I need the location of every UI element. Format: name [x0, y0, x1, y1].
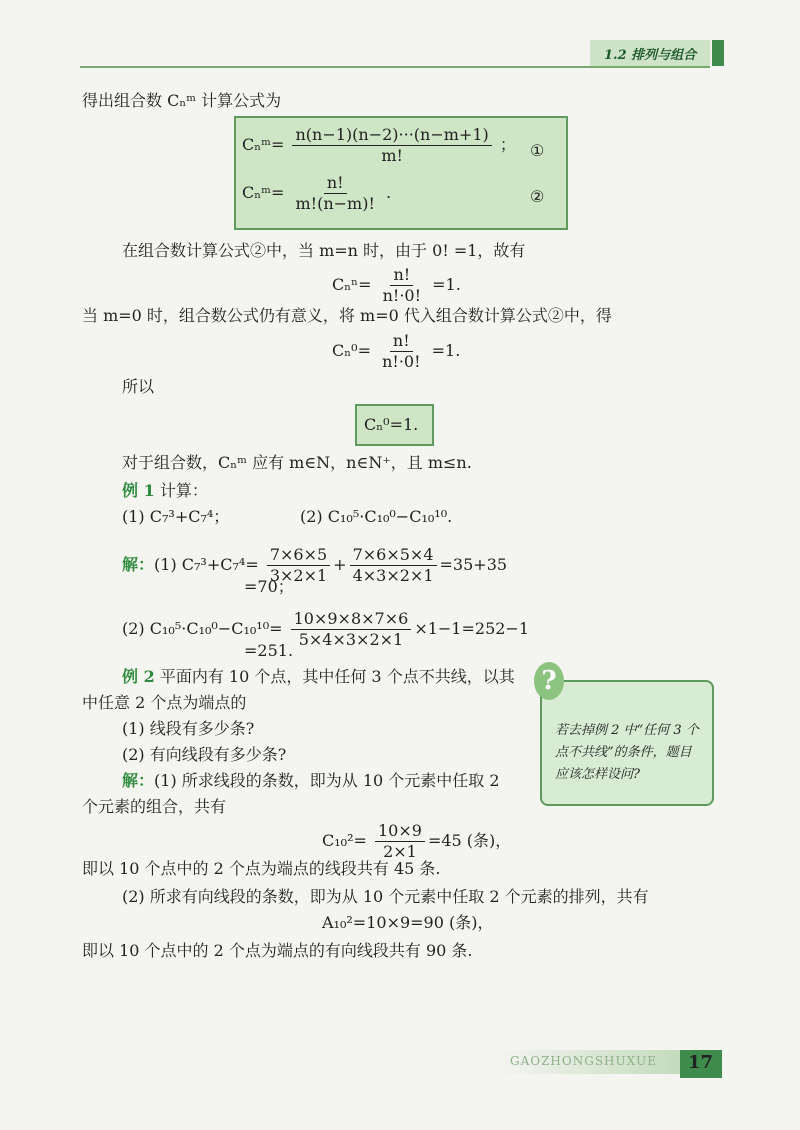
example-2-equation-2: A₁₀²=10×9=90 (条)， — [322, 913, 494, 932]
equation-2-lhs: Cₙ⁰= — [332, 341, 371, 360]
paragraph-3: 所以 — [122, 377, 155, 396]
example-2-conclusion-1: 即以 10 个点中的 2 个点为端点的线段共有 45 条. — [82, 859, 441, 878]
formula-1-lhs: Cₙᵐ= — [242, 135, 285, 154]
example-2-solution-1a — [122, 770, 500, 792]
equation-1-denominator: n!·0! — [382, 286, 422, 305]
solution-1-lhs: (1) C₇³+C₇⁴= — [154, 555, 259, 574]
equation-1 — [332, 266, 461, 305]
example-1-result-1: =70； — [244, 577, 294, 596]
example-1-q2: (2) C₁₀⁵·C₁₀⁰−C₁₀¹⁰. — [300, 507, 453, 526]
solution-2-fraction — [291, 610, 412, 649]
example-1-q1: (1) C₇³+C₇⁴； — [122, 507, 230, 526]
example-2-label: 例 2 — [122, 667, 155, 686]
formula-1-tail: ； — [499, 135, 516, 154]
solution-2-rhs: ×1−1=252−1 — [414, 619, 530, 638]
paragraph-4: 对于组合数，Cₙᵐ 应有 m∈N，n∈N⁺，且 m≤n. — [122, 453, 472, 472]
equation-1-rhs: =1. — [432, 275, 461, 294]
solution-1-rhs: =35+35 — [439, 555, 508, 574]
example-2-line-1 — [122, 666, 515, 688]
example-1-result-2: =251. — [244, 641, 294, 660]
formula-1-tag: ① — [530, 141, 545, 160]
paragraph-2: 当 m=0 时，组合数公式仍有意义，将 m=0 代入组合数计算公式②中，得 — [82, 306, 612, 325]
intro-text: 得出组合数 Cₙᵐ 计算公式为 — [82, 91, 282, 110]
solution-2-denominator: 5×4×3×2×1 — [298, 630, 404, 649]
footer-brand: GAOZHONGSHUXUE — [510, 1054, 658, 1068]
formula-2-lhs: Cₙᵐ= — [242, 183, 285, 202]
example-2-q2: (2) 有向线段有多少条? — [122, 745, 287, 764]
equation-2 — [332, 332, 460, 371]
equation-1-fraction — [380, 266, 424, 305]
solution-1-numerator-b: 7×6×5×4 — [350, 546, 437, 566]
thinking-note-text: 若去掉例 2 中“任何 3 个点不共线”的条件，题目应该怎样设问? — [555, 723, 699, 782]
formula-1 — [242, 126, 516, 165]
formula-2 — [242, 174, 391, 213]
equation-1-lhs: Cₙⁿ= — [332, 275, 372, 294]
solution-1-denominator-b: 4×3×2×1 — [352, 566, 434, 585]
equation-2-rhs: =1. — [431, 341, 461, 360]
header-rule — [80, 66, 710, 68]
example-2-q1: (1) 线段有多少条? — [122, 719, 255, 738]
paragraph-1: 在组合数计算公式②中，当 m=n 时，由于 0! =1，故有 — [122, 241, 526, 260]
equation-1-numerator: n! — [390, 266, 413, 286]
example-2-line-2: 中任意 2 个点为端点的 — [82, 693, 247, 712]
example-2-equation-1-fraction — [375, 822, 425, 861]
example-2-equation-1 — [322, 822, 511, 861]
formula-2-numerator: n! — [324, 174, 347, 194]
example-2-solution-1b: 个元素的组合，共有 — [82, 797, 227, 816]
solution-1-plus: + — [333, 555, 347, 574]
example-1-title: 计算： — [159, 481, 208, 500]
example-2-equation-1-denominator: 2×1 — [383, 842, 417, 861]
example-2-solution-2: (2) 所求有向线段的条数，即为从 10 个元素中任取 2 个元素的排列，共有 — [122, 887, 649, 906]
equation-2-denominator: n!·0! — [382, 352, 421, 371]
example-1-solution-1 — [122, 546, 507, 585]
formula-1-fraction — [292, 126, 491, 165]
example-2-solution-label: 解： — [122, 771, 155, 790]
example-1-label: 例 1 — [122, 481, 155, 500]
example-2-conclusion-2: 即以 10 个点中的 2 个点为端点的有向线段共有 90 条. — [82, 941, 473, 960]
formula-2-tail: . — [385, 183, 392, 202]
example-2-solution-text-1a: (1) 所求线段的条数，即为从 10 个元素中任取 2 — [154, 771, 500, 790]
formula-1-numerator: n(n−1)(n−2)···(n−m+1) — [292, 126, 491, 146]
solution-2-lhs: (2) C₁₀⁵·C₁₀⁰−C₁₀¹⁰= — [122, 619, 283, 638]
example-2-text-1: 平面内有 10 个点，其中任何 3 个点不共线，以其 — [159, 667, 515, 686]
page-number: 17 — [688, 1052, 714, 1073]
solution-1-denominator-a: 3×2×1 — [269, 566, 328, 585]
solution-1-fraction-b — [350, 546, 437, 585]
example-1-solution-2 — [122, 610, 529, 649]
example-1-heading — [122, 480, 208, 502]
example-2-equation-1-rhs: =45 (条)， — [427, 831, 512, 850]
header-accent-bar — [712, 40, 724, 66]
equation-2-numerator: n! — [390, 332, 413, 352]
question-mark-icon: ? — [534, 662, 564, 700]
boxed-result: Cₙ⁰=1. — [364, 415, 419, 434]
solution-2-numerator: 10×9×8×7×6 — [291, 610, 412, 630]
formula-2-denominator: m!(n−m)! — [295, 194, 375, 213]
solution-1-numerator-a: 7×6×5 — [267, 546, 330, 566]
example-2-equation-1-numerator: 10×9 — [375, 822, 425, 842]
solution-label: 解： — [122, 555, 155, 574]
section-header: 1.2 排列与组合 — [604, 48, 697, 63]
formula-1-denominator: m! — [381, 146, 403, 165]
equation-2-fraction — [379, 332, 423, 371]
formula-2-tag: ② — [530, 187, 545, 206]
example-2-equation-1-lhs: C₁₀²= — [322, 831, 367, 850]
formula-2-fraction — [292, 174, 377, 213]
